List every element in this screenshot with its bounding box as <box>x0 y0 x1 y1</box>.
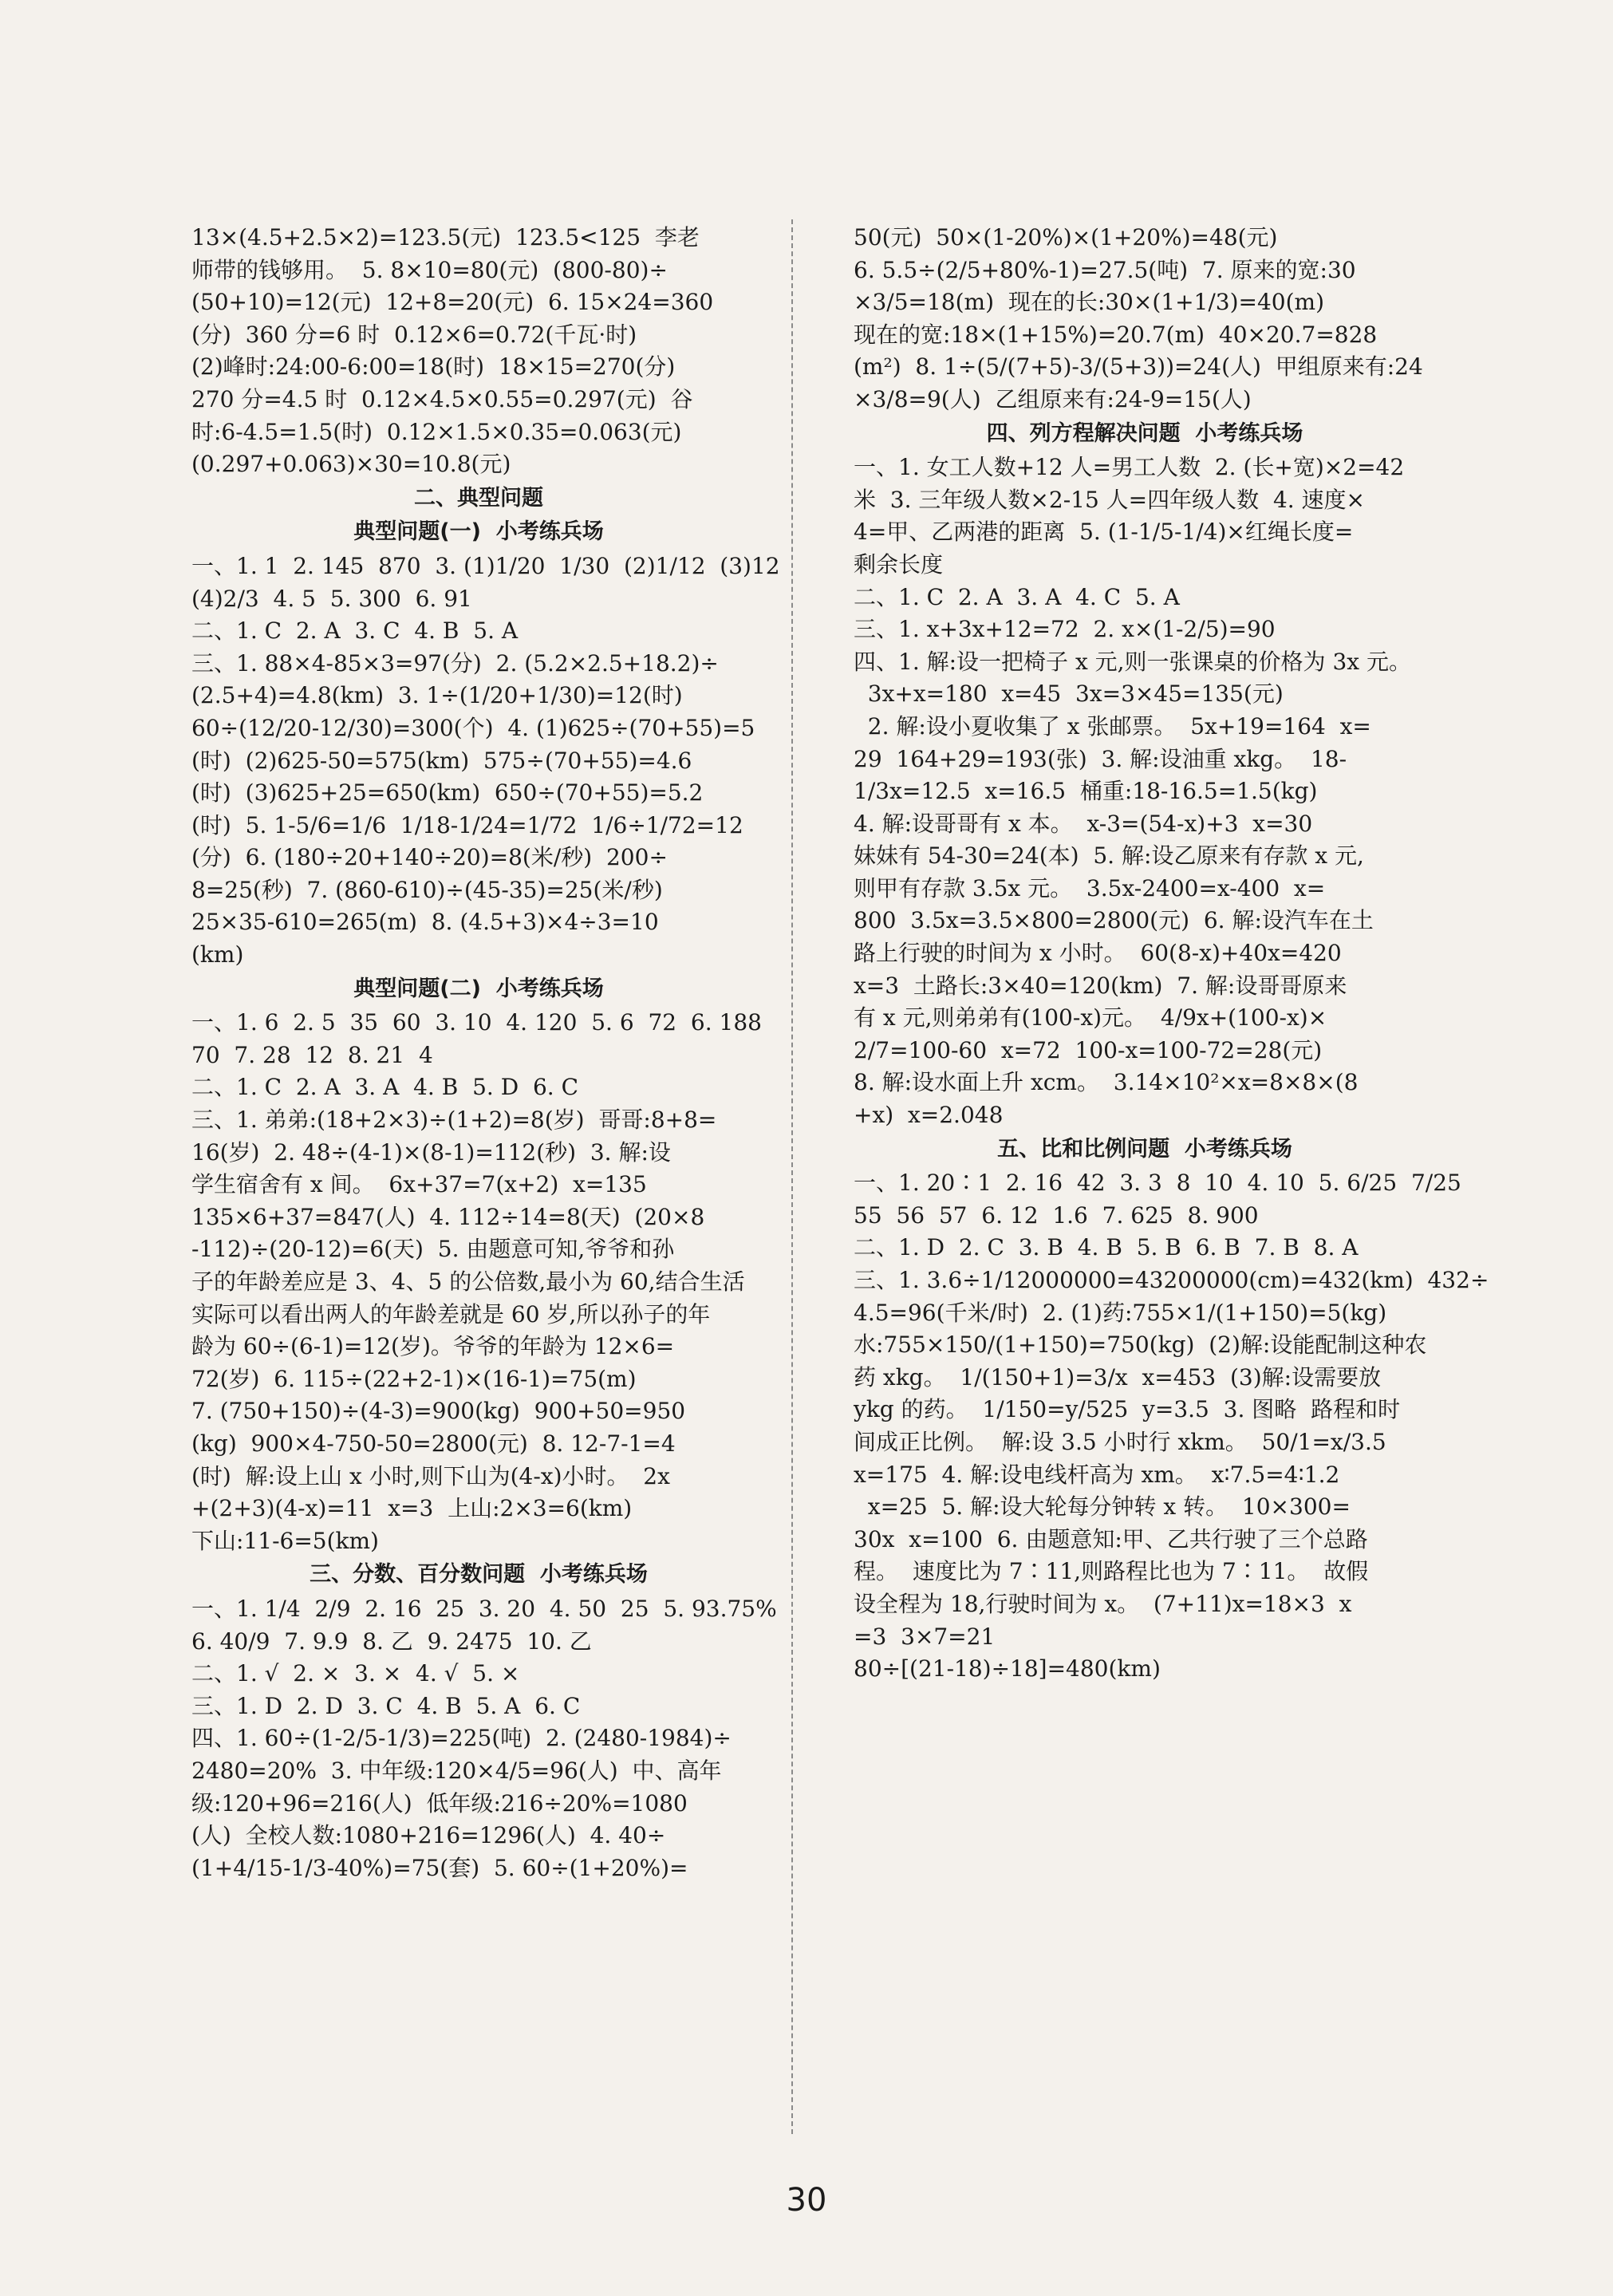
answer-line: 子的年龄差应是 3、4、5 的公倍数,最小为 60,结合生活 <box>191 1268 745 1295</box>
answer-line: 13×(4.5+2.5×2)=123.5(元) 123.5<125 李老 <box>191 224 700 251</box>
column-divider <box>791 219 793 2134</box>
answer-line: 3x+x=180 x=45 3x=3×45=135(元) <box>854 681 1284 708</box>
answer-line: +(2+3)(4-x)=11 x=3 上山:2×3=6(km) <box>191 1495 633 1522</box>
answer-line: (时) 解:设上山 x 小时,则下山为(4-x)小时。 2x <box>191 1462 670 1489</box>
answer-line: 则甲有存款 3.5x 元。 3.5x-2400=x-400 x= <box>854 874 1326 901</box>
answer-line: 程。 速度比为 7∶11,则路程比也为 7∶11。 故假 <box>854 1558 1369 1585</box>
answer-line: 一、1. 6 2. 5 35 60 3. 10 4. 120 5. 6 72 6. 188 <box>191 1009 762 1036</box>
answer-line: 二、1. √ 2. × 3. × 4. √ 5. × <box>191 1660 520 1687</box>
section-heading: 四、列方程解决问题 小考练兵场 <box>986 420 1303 446</box>
answer-line: 一、1. 1/4 2/9 2. 16 25 3. 20 4. 50 25 5. 93.75% <box>191 1595 777 1622</box>
answer-line: (4)2/3 4. 5 5. 300 6. 91 <box>191 585 472 612</box>
answer-line: x=25 5. 解:设大轮每分钟转 x 转。 10×300= <box>854 1493 1351 1521</box>
answer-line: (km) <box>191 941 244 969</box>
answer-line: 三、1. 弟弟:(18+2×3)÷(1+2)=8(岁) 哥哥:8+8= <box>191 1107 717 1134</box>
answer-line: 三、1. 3.6÷1/12000000=43200000(cm)=432(km) 432÷ <box>854 1267 1489 1293</box>
answer-line: 72(岁) 6. 115÷(22+2-1)×(16-1)=75(m) <box>191 1365 637 1392</box>
answer-line: 70 7. 28 12 8. 21 4 <box>191 1041 433 1068</box>
answer-line: 龄为 60÷(6-1)=12(岁)。爷爷的年龄为 12×6= <box>191 1333 675 1360</box>
answer-line: 时:6-4.5=1.5(时) 0.12×1.5×0.35=0.063(元) <box>191 418 682 445</box>
page-number: 30 <box>786 2182 827 2219</box>
answer-line: 2480=20% 3. 中年级:120×4/5=96(人) 中、高年 <box>191 1757 722 1784</box>
answer-line: 级:120+96=216(人) 低年级:216÷20%=1080 <box>191 1789 688 1817</box>
answer-line: ykg 的药。 1/150=y/525 y=3.5 3. 图略 路程和时 <box>854 1396 1401 1423</box>
answer-line: 8=25(秒) 7. (860-610)÷(45-35)=25(米/秒) <box>191 876 663 903</box>
answer-line: =3 3×7=21 <box>854 1623 996 1650</box>
answer-line: 一、1. 20∶1 2. 16 42 3. 3 8 10 4. 10 5. 6/25 7/25 <box>854 1170 1461 1197</box>
answer-line: 一、1. 女工人数+12 人=男工人数 2. (长+宽)×2=42 <box>854 454 1405 481</box>
answer-line: 6. 40/9 7. 9.9 8. 乙 9. 2475 10. 乙 <box>191 1627 592 1655</box>
section-heading: 典型问题(二) 小考练兵场 <box>353 976 604 1001</box>
answer-line: (0.297+0.063)×30=10.8(元) <box>191 451 511 478</box>
section-heading: 典型问题(一) 小考练兵场 <box>353 519 604 545</box>
answer-line: 四、1. 60÷(1-2/5-1/3)=225(吨) 2. (2480-1984)÷ <box>191 1725 732 1752</box>
right-column <box>854 222 1489 1686</box>
answer-line: 妹妹有 54-30=24(本) 5. 解:设乙原来有存款 x 元, <box>854 842 1364 870</box>
answer-line: 间成正比例。 解:设 3.5 小时行 xkm。 50/1=x/3.5 <box>854 1428 1386 1455</box>
answer-line: 4=甲、乙两港的距离 5. (1-1/5-1/4)×红绳长度= <box>854 519 1354 546</box>
answer-line: (2.5+4)=4.8(km) 3. 1÷(1/20+1/30)=12(时) <box>191 682 683 709</box>
answer-line: 4.5=96(千米/时) 2. (1)药:755×1/(1+150)=5(kg) <box>854 1299 1387 1326</box>
answer-line: 2. 解:设小夏收集了 x 张邮票。 5x+19=164 x= <box>854 712 1371 740</box>
answer-line: 1/3x=12.5 x=16.5 桶重:18-16.5=1.5(kg) <box>854 778 1318 805</box>
answer-line: 800 3.5x=3.5×800=2800(元) 6. 解:设汽车在土 <box>854 907 1374 934</box>
answer-line: 设全程为 18,行驶时间为 x。 (7+11)x=18×3 x <box>854 1590 1352 1617</box>
answer-line: 三、1. x+3x+12=72 2. x×(1-2/5)=90 <box>854 616 1276 643</box>
answer-line: 二、1. C 2. A 3. A 4. C 5. A <box>854 583 1180 610</box>
answer-line: 60÷(12/20-12/30)=300(个) 4. (1)625÷(70+55)=5 <box>191 714 755 741</box>
answer-line: 二、1. D 2. C 3. B 4. B 5. B 6. B 7. B 8. A <box>854 1234 1359 1261</box>
answer-line: (时) (2)625-50=575(km) 575÷(70+55)=4.6 <box>191 747 692 774</box>
answer-line: 剩余长度 <box>854 550 944 578</box>
answer-line: x=175 4. 解:设电线杆高为 xm。 x∶7.5=4∶1.2 <box>854 1461 1340 1488</box>
answer-line: 二、1. C 2. A 3. C 4. B 5. A <box>191 617 519 645</box>
answer-line: 6. 5.5÷(2/5+80%-1)=27.5(吨) 7. 原来的宽:30 <box>854 256 1356 283</box>
section-heading: 三、分数、百分数问题 小考练兵场 <box>310 1562 648 1588</box>
answer-line: (时) (3)625+25=650(km) 650÷(70+55)=5.2 <box>191 779 704 807</box>
answer-line: (分) 360 分=6 时 0.12×6=0.72(千瓦·时) <box>191 321 637 348</box>
answer-line: 四、1. 解:设一把椅子 x 元,则一张课桌的价格为 3x 元。 <box>854 648 1411 675</box>
answer-line: -112)÷(20-12)=6(天) 5. 由题意可知,爷爷和孙 <box>191 1236 675 1263</box>
answer-line: 50(元) 50×(1-20%)×(1+20%)=48(元) <box>854 224 1278 251</box>
answer-line: x=3 土路长:3×40=120(km) 7. 解:设哥哥原来 <box>854 972 1347 999</box>
answer-line: 7. (750+150)÷(4-3)=900(kg) 900+50=950 <box>191 1398 686 1425</box>
answer-line: (50+10)=12(元) 12+8=20(元) 6. 15×24=360 <box>191 289 714 316</box>
answer-line: +x) x=2.048 <box>854 1102 1004 1129</box>
answer-line: 2/7=100-60 x=72 100-x=100-72=28(元) <box>854 1036 1323 1063</box>
answer-line: 135×6+37=847(人) 4. 112÷14=8(天) (20×8 <box>191 1203 705 1230</box>
answer-line: 29 164+29=193(张) 3. 解:设油重 xkg。 18- <box>854 745 1347 772</box>
answer-line: 学生宿舍有 x 间。 6x+37=7(x+2) x=135 <box>191 1171 647 1198</box>
section-heading: 二、典型问题 <box>414 485 543 511</box>
answer-line: (2)峰时:24:00-6:00=18(时) 18×15=270(分) <box>191 353 676 381</box>
answer-line: (分) 6. (180÷20+140÷20)=8(米/秒) 200÷ <box>191 844 668 871</box>
answer-line: 270 分=4.5 时 0.12×4.5×0.55=0.297(元) 谷 <box>191 385 693 412</box>
answer-line: (人) 全校人数:1080+216=1296(人) 4. 40÷ <box>191 1822 666 1849</box>
answer-line: 一、1. 1 2. 145 870 3. (1)1/20 1/30 (2)1/12 (3)12 <box>191 552 780 579</box>
left-column <box>191 222 780 1884</box>
answer-line: (时) 5. 1-5/6=1/6 1/18-1/24=1/72 1/6÷1/72=12 <box>191 811 743 838</box>
answer-line: 三、1. D 2. D 3. C 4. B 5. A 6. C <box>191 1692 581 1719</box>
answer-line: 16(岁) 2. 48÷(4-1)×(8-1)=112(秒) 3. 解:设 <box>191 1138 671 1166</box>
answer-line: 路上行驶的时间为 x 小时。 60(8-x)+40x=420 <box>854 940 1342 967</box>
answer-line: 80÷[(21-18)÷18]=480(km) <box>854 1655 1161 1683</box>
answer-line: ×3/8=9(人) 乙组原来有:24-9=15(人) <box>854 385 1252 412</box>
answer-line: 25×35-610=265(m) 8. (4.5+3)×4÷3=10 <box>191 909 659 936</box>
answer-line: 现在的宽:18×(1+15%)=20.7(m) 40×20.7=828 <box>854 321 1378 348</box>
answer-line: 三、1. 88×4-85×3=97(分) 2. (5.2×2.5+18.2)÷ <box>191 649 719 677</box>
answer-line: 8. 解:设水面上升 xcm。 3.14×10²×x=8×8×(8 <box>854 1069 1359 1096</box>
answer-line: 30x x=100 6. 由题意知:甲、乙共行驶了三个总路 <box>854 1525 1368 1552</box>
answer-line: 下山:11-6=5(km) <box>191 1527 379 1554</box>
answer-line: 有 x 元,则弟弟有(100-x)元。 4/9x+(100-x)× <box>854 1004 1327 1032</box>
answer-line: 米 3. 三年级人数×2-15 人=四年级人数 4. 速度× <box>854 486 1366 513</box>
answer-line: 师带的钱够用。 5. 8×10=80(元) (800-80)÷ <box>191 256 668 283</box>
answer-line: 55 56 57 6. 12 1.6 7. 625 8. 900 <box>854 1201 1259 1229</box>
section-heading: 五、比和比例问题 小考练兵场 <box>997 1136 1292 1162</box>
answer-line: (kg) 900×4-750-50=2800(元) 8. 12-7-1=4 <box>191 1430 676 1457</box>
answer-line: (m²) 8. 1÷(5/(7+5)-3/(5+3))=24(人) 甲组原来有:24 <box>854 353 1423 381</box>
answer-line: 水:755×150/(1+150)=750(kg) (2)解:设能配制这种农 <box>854 1331 1427 1359</box>
answer-line: 实际可以看出两人的年龄差就是 60 岁,所以孙子的年 <box>191 1300 711 1327</box>
answer-line: 药 xkg。 1/(150+1)=3/x x=453 (3)解:设需要放 <box>854 1363 1382 1391</box>
answer-line: 二、1. C 2. A 3. A 4. B 5. D 6. C <box>191 1074 579 1101</box>
answer-line: (1+4/15-1/3-40%)=75(套) 5. 60÷(1+20%)= <box>191 1854 688 1881</box>
answer-line: ×3/5=18(m) 现在的长:30×(1+1/3)=40(m) <box>854 289 1325 316</box>
answer-line: 4. 解:设哥哥有 x 本。 x-3=(54-x)+3 x=30 <box>854 810 1313 837</box>
